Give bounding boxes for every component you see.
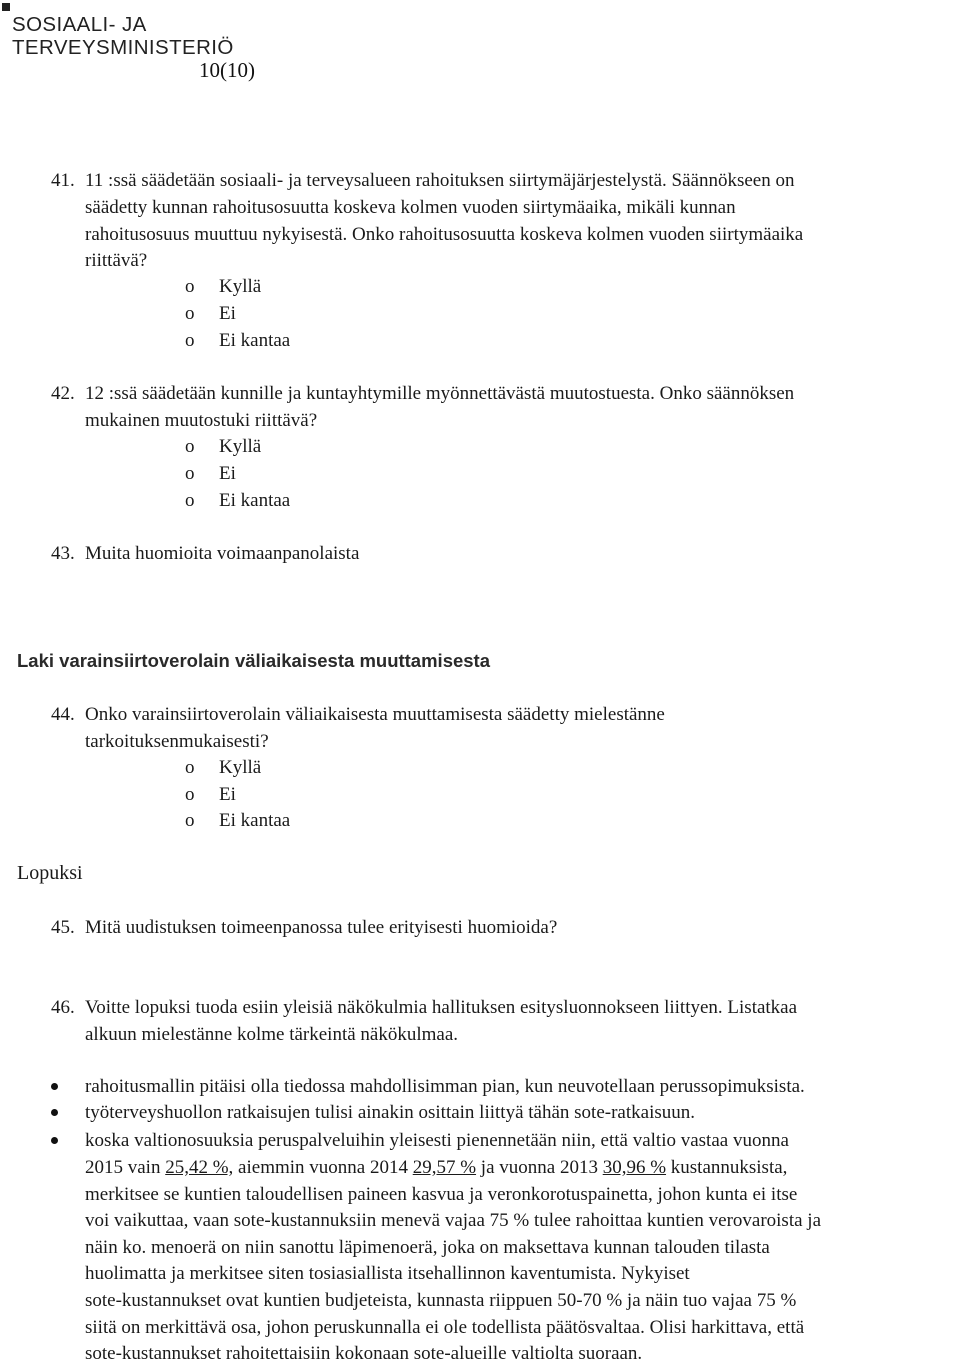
q46-number: 46. — [51, 997, 75, 1018]
section-heading: Laki varainsiirtoverolain väliaikaisesta muuttamisesta — [17, 650, 491, 671]
percent-2013: 30,96 % — [602, 1157, 667, 1178]
answer-1: rahoitusmallin pitäisi olla tiedossa mahdollisimman pian, kun neuvotellaan perussopimuksista. — [85, 1076, 805, 1097]
ministry-logo — [12, 13, 234, 59]
option-circle-icon: o — [185, 490, 195, 511]
page-number: 10(10) — [199, 58, 255, 82]
q41-line-1: 11 :ssä säädetään sosiaali- ja terveysalueen rahoituksen siirtymäjärjestelystä. Säännökseen on — [85, 170, 795, 191]
option-circle-icon: o — [185, 463, 195, 484]
option-label: Kyllä — [219, 757, 262, 778]
q44-line-1: Onko varainsiirtoverolain väliaikaisesta muuttamisesta säädetty mielestänne — [85, 704, 665, 725]
q44-number: 44. — [51, 704, 75, 725]
option-label: Kyllä — [219, 436, 262, 457]
q41-line-3: rahoitusosuus muuttuu nykyisestä. Onko rahoitusosuutta koskeva kolmen vuoden siirtymäaika — [85, 224, 804, 245]
answer-3-line-1: koska valtionosuuksia peruspalveluihin yleisesti pienennetään niin, että valtio vastaa vuonna — [85, 1130, 789, 1151]
bullet-icon — [51, 1083, 58, 1090]
answer-3-line-4: voi vaikuttaa, vaan sote-kustannuksiin menevä vajaa 75 % tulee rahoittaa kuntien verovaroista ja — [85, 1210, 821, 1231]
logo-line-1: SOSIAALI- JA — [12, 13, 147, 36]
q44-line-2: tarkoituksenmukaisesti? — [85, 731, 269, 752]
q41-line-2: säädetty kunnan rahoitusosuutta koskeva kolmen vuoden siirtymäaika, mikäli kunnan — [85, 197, 736, 218]
logo-square-icon — [2, 3, 10, 11]
answer-3-text: ja vuonna 2013 — [476, 1157, 603, 1178]
option-label: Ei kantaa — [219, 330, 291, 351]
logo-line-2: TERVEYSMINISTERIÖ — [12, 36, 234, 59]
answer-3-line-5: näin ko. menoerä on niin sanottu läpimenoerä, joka on maksettava kunnan talouden tilasta — [85, 1237, 770, 1258]
q45-text: Mitä uudistuksen toimeenpanossa tulee erityisesti huomioida? — [85, 917, 558, 938]
answer-3-line-6: huolimatta ja merkitsee siten tosiasiallista itsehallinnon kaventumista. Nykyiset — [85, 1263, 690, 1284]
option-label: Ei kantaa — [219, 810, 291, 831]
q42-line-2: mukainen muutostuki riittävä? — [85, 410, 318, 431]
option-label: Ei — [219, 303, 236, 324]
option-circle-icon: o — [185, 436, 195, 457]
q41-line-4: riittävä? — [85, 250, 148, 271]
answer-3-text: aiemmin vuonna 2014 — [233, 1157, 413, 1178]
option-circle-icon: o — [185, 810, 195, 831]
option-label: Ei — [219, 784, 236, 805]
option-label: Kyllä — [219, 276, 262, 297]
answer-3-line-8: siitä on merkittävä osa, johon peruskunnalla ei ole todellista päätösvaltaa. Olisi harkittava, että — [85, 1317, 805, 1338]
option-circle-icon: o — [185, 784, 195, 805]
percent-2014: 29,57 % — [412, 1157, 477, 1178]
option-circle-icon: o — [185, 276, 195, 297]
q41-number: 41. — [51, 170, 75, 191]
q42-line-1: 12 :ssä säädetään kunnille ja kuntayhtymille myönnettävästä muutostuesta. Onko säännöksen — [85, 383, 795, 404]
answer-3-line-7: sote-kustannukset ovat kuntien budjeteista, kunnasta riippuen 50-70 % ja näin tuo vajaa 75 % — [85, 1290, 797, 1311]
answer-3-line-3: merkitsee se kuntien taloudellisen paineen kasvua ja veronkorotuspainetta, johon kunta ei itse — [85, 1184, 798, 1205]
q43-text: Muita huomioita voimaanpanolaista — [85, 543, 360, 564]
q42-number: 42. — [51, 383, 75, 404]
answer-3-text: kustannuksista, — [666, 1157, 788, 1178]
answer-2: työterveyshuollon ratkaisujen tulisi ainakin osittain liittyä tähän sote-ratkaisuun. — [85, 1102, 695, 1123]
option-label: Ei kantaa — [219, 490, 291, 511]
bullet-icon — [51, 1109, 58, 1116]
percent-2015: 25,42 %, — [165, 1157, 234, 1178]
answer-3-text: 2015 vain — [85, 1157, 166, 1178]
option-circle-icon: o — [185, 757, 195, 778]
q46-line-2: alkuun mielestänne kolme tärkeintä näkökulmaa. — [85, 1024, 459, 1045]
answer-3-line-9: sote-kustannukset rahoitettaisiin kokonaan sote-alueille valtiolta suoraan. — [85, 1343, 643, 1364]
answer-3-line-2 — [85, 1155, 787, 1181]
option-label: Ei — [219, 463, 236, 484]
option-circle-icon: o — [185, 330, 195, 351]
q46-line-1: Voitte lopuksi tuoda esiin yleisiä näkökulmia hallituksen esitysluonnokseen liittyen. Listatkaa — [85, 997, 798, 1018]
q45-number: 45. — [51, 917, 75, 938]
lopuksi-heading: Lopuksi — [17, 862, 83, 884]
option-circle-icon: o — [185, 303, 195, 324]
q43-number: 43. — [51, 543, 75, 564]
bullet-icon — [51, 1137, 58, 1144]
